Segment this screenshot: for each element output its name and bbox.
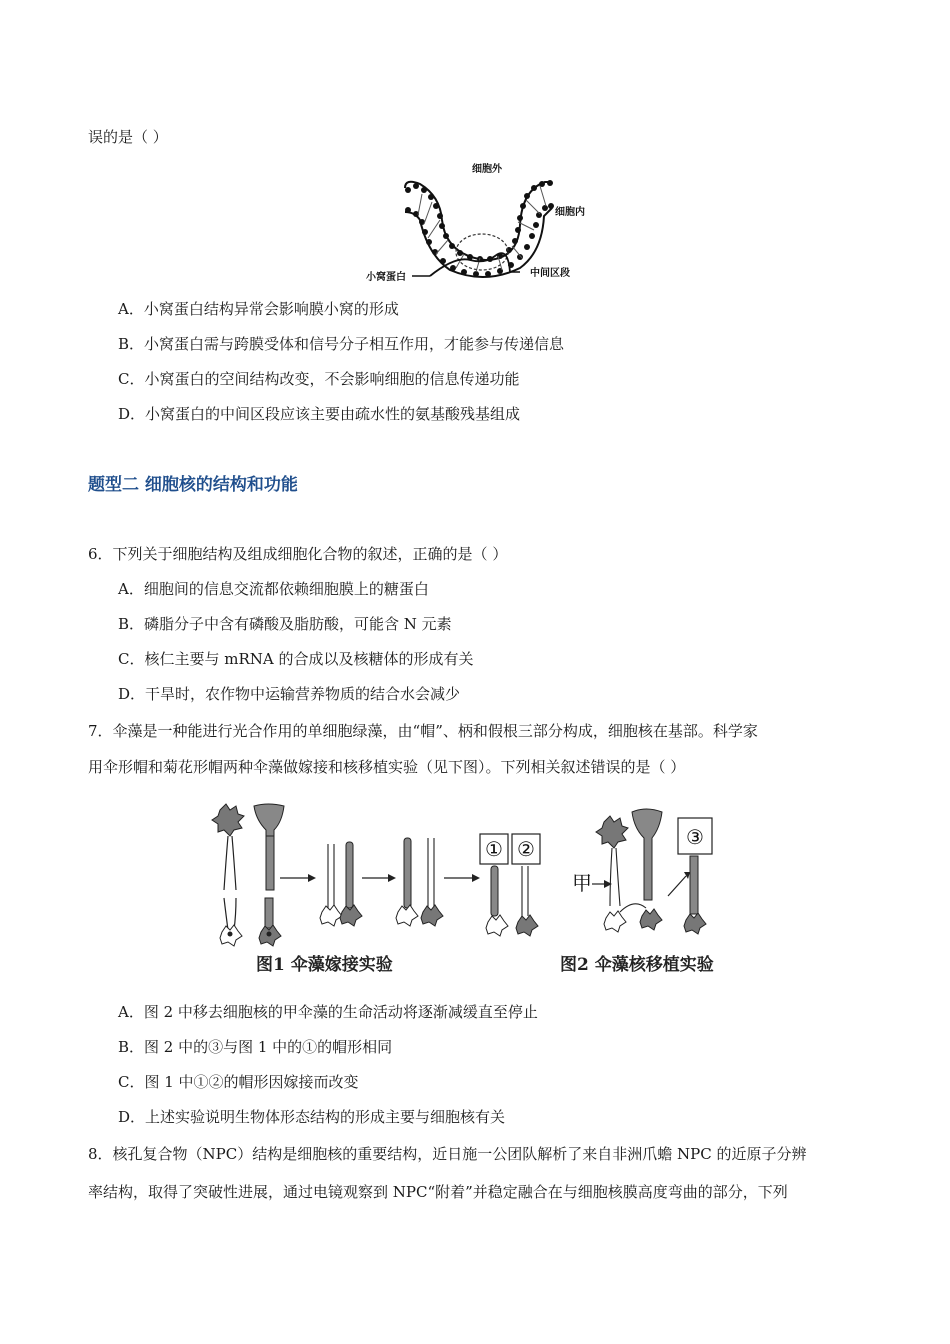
label-caveolin: 小窝蛋白 xyxy=(366,272,406,283)
caption-fig2: 图2 伞藻核移植实验 xyxy=(560,955,714,975)
q5-option-d: D．小窝蛋白的中间区段应该主要由疏水性的氨基酸残基组成 xyxy=(118,405,521,423)
section-heading: 题型二 细胞核的结构和功能 xyxy=(88,475,298,495)
q6-option-b: B．磷脂分子中含有磷酸及脂肪酸，可能含 N 元素 xyxy=(118,615,452,633)
caption-fig1: 图1 伞藻嫁接实验 xyxy=(256,955,393,975)
box-1-label: ① xyxy=(485,837,503,861)
q8-stem-line2: 率结构，取得了突破性进展，通过电镜观察到 NPC“附着”并稳定融合在与细胞核膜高度弯曲的部分，下列 xyxy=(88,1183,788,1201)
label-jia: 甲 xyxy=(572,871,592,895)
q5-option-b: B．小窝蛋白需与跨膜受体和信号分子相互作用，才能参与传递信息 xyxy=(118,335,565,353)
fig1-chrysanthemum-alga xyxy=(254,804,284,946)
q7-option-b: B．图 2 中的③与图 1 中的①的帽形相同 xyxy=(118,1038,393,1056)
caveolin-figure xyxy=(360,160,600,285)
q6-option-a: A．细胞间的信息交流都依赖细胞膜上的糖蛋白 xyxy=(118,580,429,598)
q7-option-c: C．图 1 中①②的帽形因嫁接而改变 xyxy=(118,1073,359,1091)
fig1-umbrella-alga xyxy=(212,804,244,946)
q7-stem-line2: 用伞形帽和菊花形帽两种伞藻做嫁接和核移植实验（见下图）。下列相关叙述错误的是（ ） xyxy=(88,758,686,776)
q5-stem-tail: 误的是（ ） xyxy=(88,128,168,146)
label-middle-segment: 中间区段 xyxy=(530,268,570,279)
acetabularia-figure xyxy=(200,800,760,980)
q7-option-d: D．上述实验说明生物体形态结构的形成主要与细胞核有关 xyxy=(118,1108,506,1126)
q6-option-c: C．核仁主要与 mRNA 的合成以及核糖体的形成有关 xyxy=(118,650,474,668)
label-outside: 细胞外 xyxy=(472,164,502,175)
q7-stem-line1: 7．伞藻是一种能进行光合作用的单细胞绿藻，由“帽”、柄和假根三部分构成，细胞核在基部。科学家 xyxy=(88,722,758,740)
q5-option-c: C．小窝蛋白的空间结构改变，不会影响细胞的信息传递功能 xyxy=(118,370,520,388)
q6-option-d: D．干旱时，农作物中运输营养物质的结合水会减少 xyxy=(118,685,461,703)
q5-option-a: A．小窝蛋白结构异常会影响膜小窝的形成 xyxy=(118,300,399,318)
box-2-label: ② xyxy=(517,837,535,861)
label-inside: 细胞内 xyxy=(555,207,585,218)
q8-stem-line1: 8．核孔复合物（NPC）结构是细胞核的重要结构，近日施一公团队解析了来自非洲爪蟾 NPC 的近原子分辨 xyxy=(88,1145,807,1163)
q7-option-a: A．图 2 中移去细胞核的甲伞藻的生命活动将逐渐减缓直至停止 xyxy=(118,1003,538,1021)
q6-stem: 6．下列关于细胞结构及组成细胞化合物的叙述，正确的是（ ） xyxy=(88,545,508,563)
box-3-label: ③ xyxy=(686,825,704,849)
fig2-umbrella-alga xyxy=(596,816,628,932)
